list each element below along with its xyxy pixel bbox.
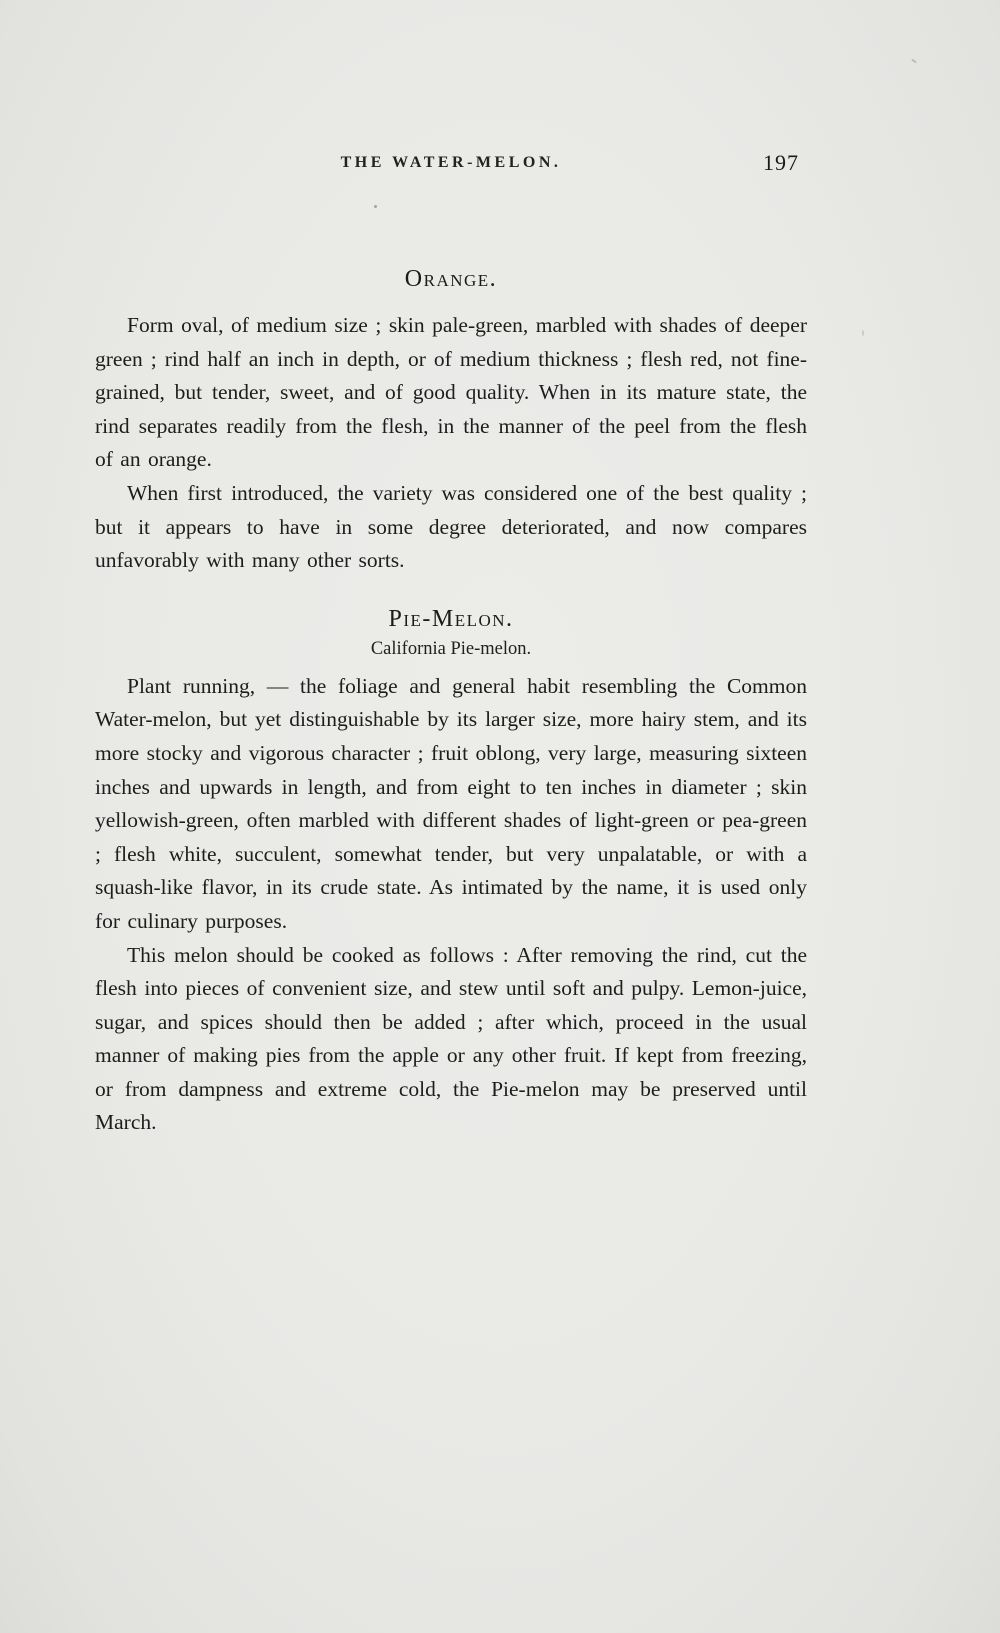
scan-speck	[911, 58, 917, 63]
paragraph-pie-melon-1: Plant running, — the foliage and general habit resembling the Common Water-melon, but yet distinguishable by its larger size, more hairy stem, and its more stocky and vigorous character ; fruit oblong, very large, measuring sixteen inches and upwards in length, and from eight to ten inches in diameter ; skin yellowish-green, often marbled with different shades of light-green or pea-green ; flesh white, succulent, somewhat tender, but very unpalatable, or with a squash-like flavor, in its crude state. As intimated by the name, it is used only for culinary purposes.	[95, 673, 807, 933]
scan-speck	[374, 205, 377, 208]
page-header	[95, 150, 807, 182]
paragraph-pie-melon-2: This melon should be cooked as follows : After removing the rind, cut the flesh into pieces of convenient size, and stew until soft and pulpy. Lemon-juice, sugar, and spices should then be added ; after which, proceed in the usual manner of making pies from the apple or any other fruit. If kept from freezing, or from dampness and extreme cold, the Pie-melon may be preserved until March.	[95, 942, 807, 1135]
variety-synonym: California Pie-melon.	[370, 638, 532, 659]
section-heading-orange: Orange.	[404, 266, 498, 292]
text-block	[95, 266, 807, 1140]
page-number: 197	[763, 150, 799, 175]
paragraph-orange-2: When first introduced, the variety was considered one of the best quality ; but it appears to have in some degree deteriorated, and now compares unfavorably with many other sorts.	[95, 480, 807, 573]
running-header: THE WATER-MELON.	[340, 154, 562, 171]
scan-speck	[862, 330, 864, 336]
section-heading-pie-melon: Pie-Melon.	[388, 605, 514, 632]
paragraph-orange-1: Form oval, of medium size ; skin pale-green, marbled with shades of deeper green ; rind half an inch in depth, or of medium thickness ; flesh red, not fine-grained, but tender, sweet, and of good quality. When in its mature state, the rind separates readily from the flesh, in the manner of the peel from the flesh of an orange.	[95, 313, 807, 472]
